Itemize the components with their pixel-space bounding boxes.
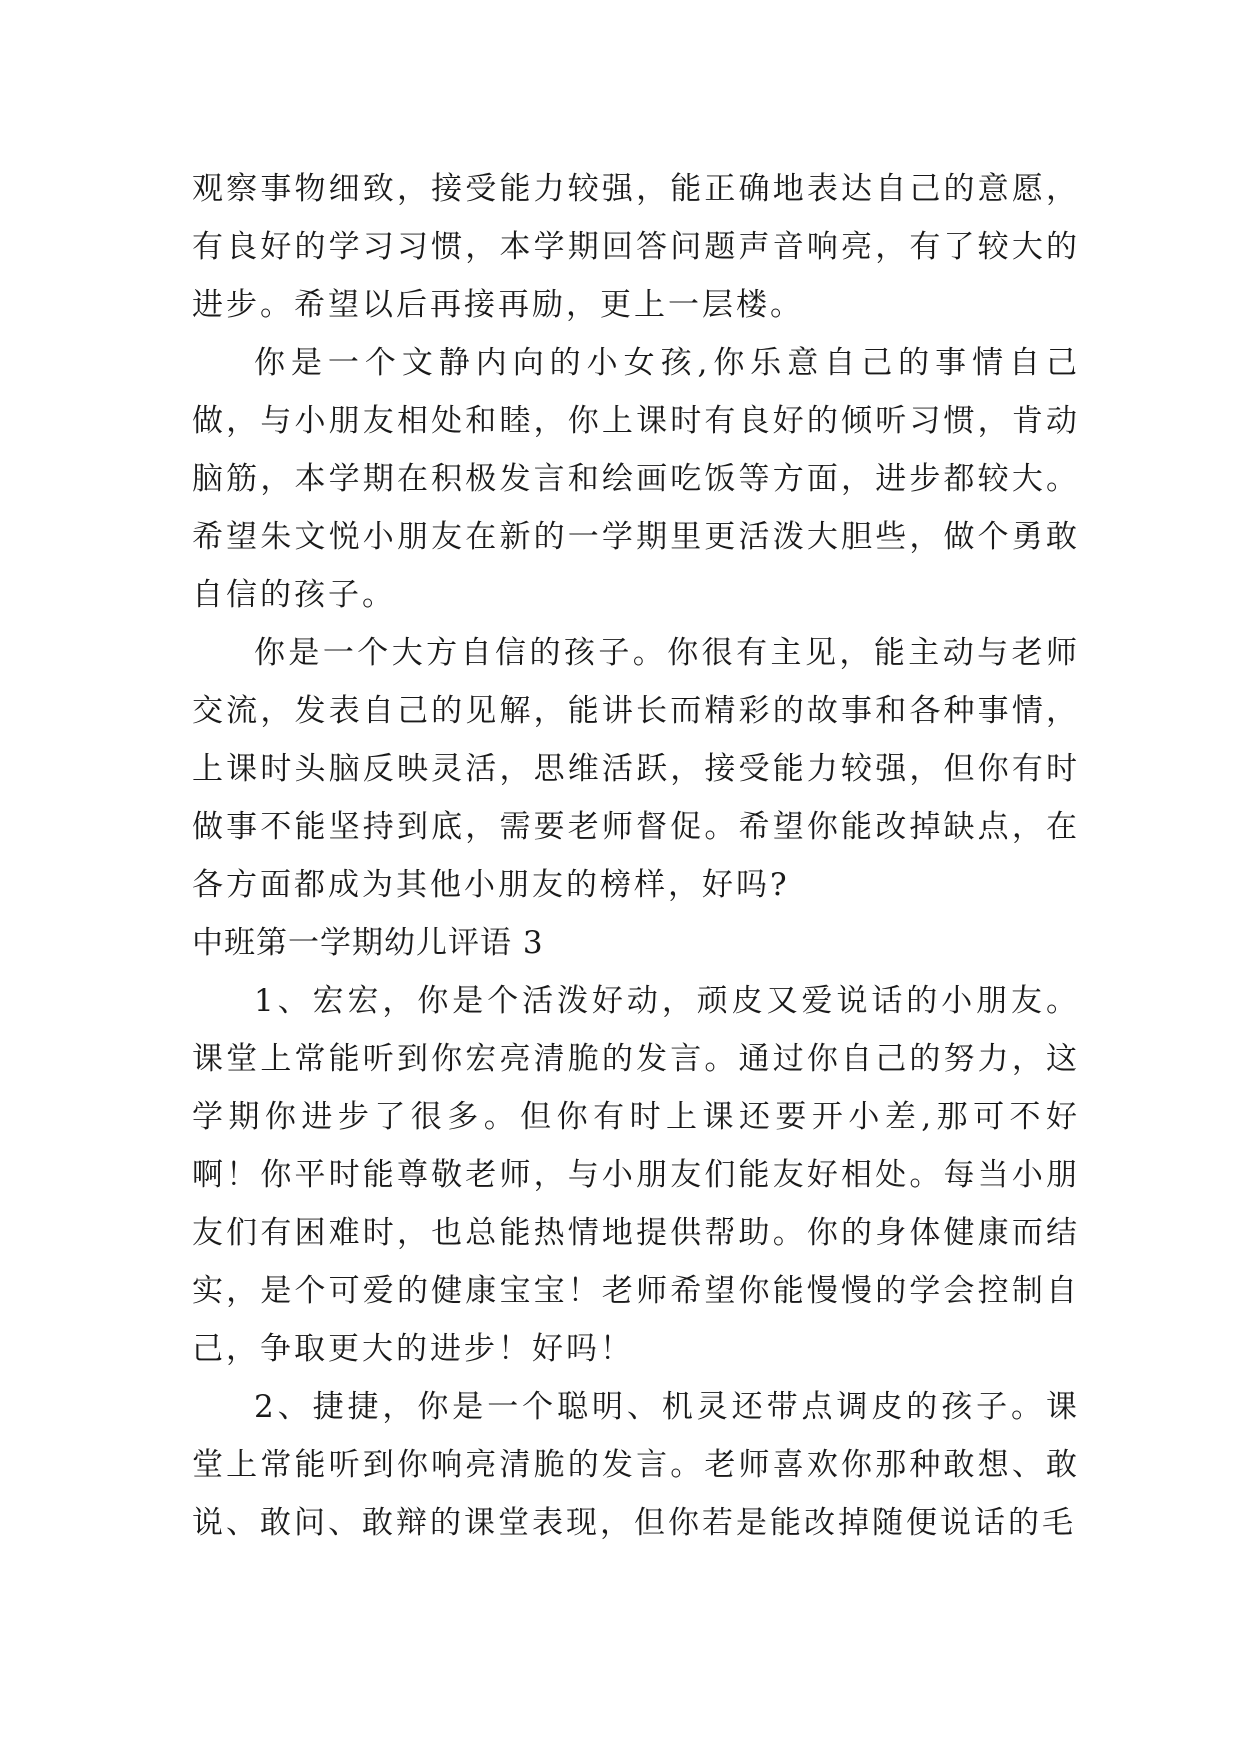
paragraph-3: 你是一个大方自信的孩子。你很有主见，能主动与老师交流，发表自己的见解，能讲长而精彩的故事和各种事情，上课时头脑反映灵活，思维活跃，接受能力较强，但你有时做事不能坚持到底，需要老师督促。希望你能改掉缺点，在各方面都成为其他小朋友的榜样，好吗? <box>192 635 1080 903</box>
paragraph-2: 你是一个文静内向的小女孩,你乐意自己的事情自己做，与小朋友相处和睦，你上课时有良好的倾听习惯，肯动脑筋，本学期在积极发言和绘画吃饭等方面，进步都较大。希望朱文悦小朋友在新的一学期里更活泼大胆些，做个勇敢自信的孩子。 <box>192 345 1080 613</box>
document-body <box>192 160 1080 1552</box>
paragraph-4: 1、宏宏，你是个活泼好动，顽皮又爱说话的小朋友。课堂上常能听到你宏亮清脆的发言。通过你自己的努力，这学期你进步了很多。但你有时上课还要开小差,那可不好啊！你平时能尊敬老师，与小朋友们能友好相处。每当小朋友们有困难时，也总能热情地提供帮助。你的身体健康而结实，是个可爱的健康宝宝！老师希望你能慢慢的学会控制自己，争取更大的进步！好吗！ <box>192 983 1080 1367</box>
paragraph-1: 观察事物细致，接受能力较强，能正确地表达自己的意愿，有良好的学习习惯，本学期回答问题声音响亮，有了较大的进步。希望以后再接再励，更上一层楼。 <box>192 171 1080 323</box>
section-heading: 中班第一学期幼儿评语 3 <box>192 925 544 961</box>
paragraph-5: 2、捷捷，你是一个聪明、机灵还带点调皮的孩子。课堂上常能听到你响亮清脆的发言。老师喜欢你那种敢想、敢说、敢问、敢辩的课堂表现，但你若是能改掉随便说话的毛 <box>192 1389 1080 1541</box>
